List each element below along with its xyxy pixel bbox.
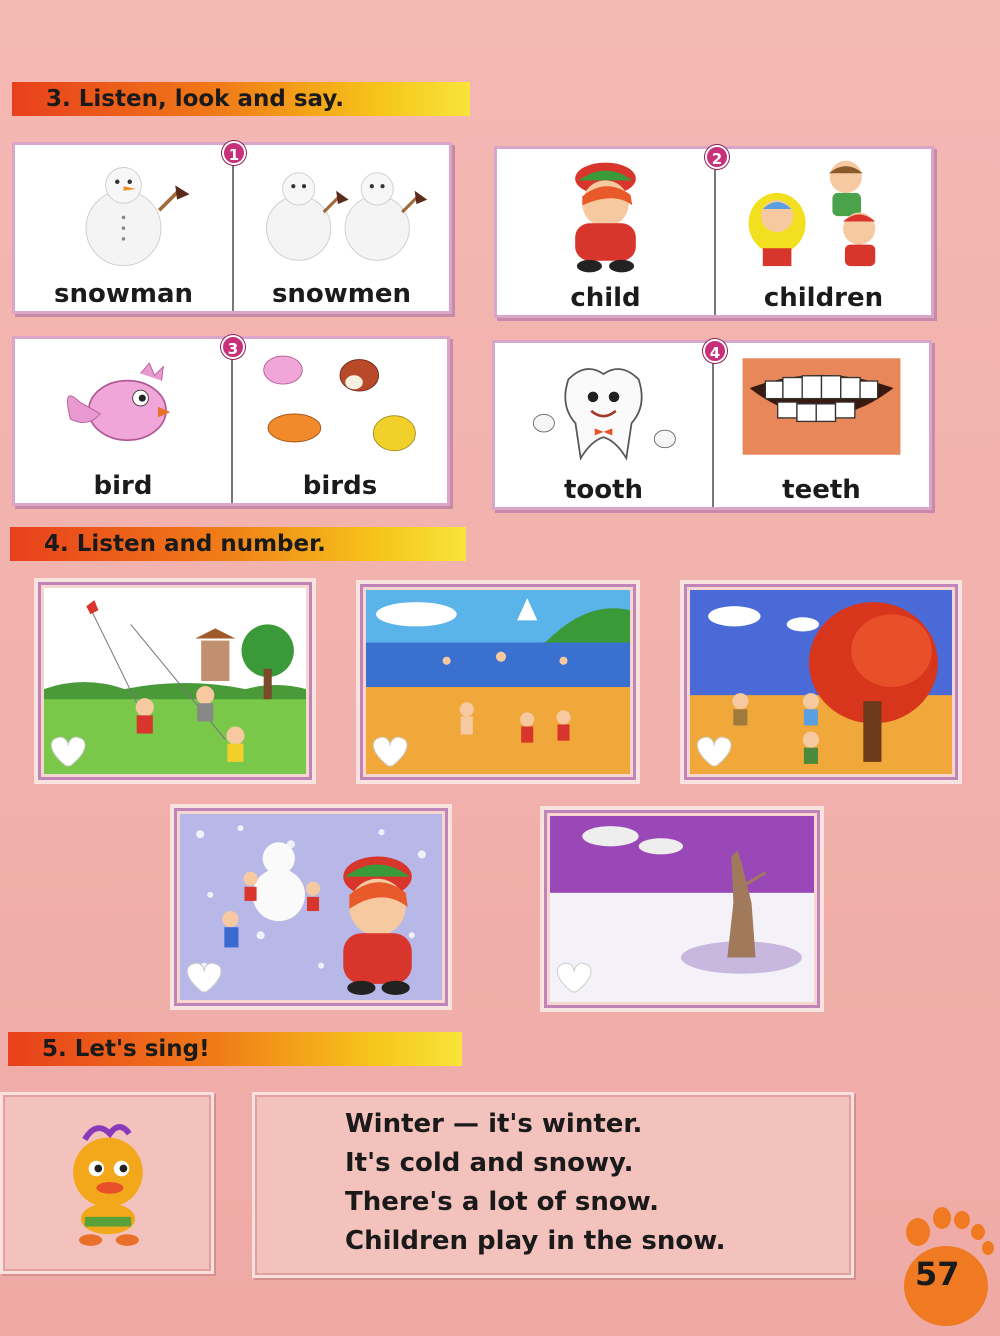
birds-icon bbox=[233, 349, 447, 463]
word-snowman: snowman bbox=[53, 279, 193, 309]
bird-icon bbox=[15, 349, 231, 463]
song-lyrics-box bbox=[252, 1092, 854, 1278]
duck-mascot-icon bbox=[3, 1095, 211, 1271]
word-bird: bird bbox=[93, 471, 153, 501]
word-tooth: tooth bbox=[563, 475, 644, 505]
section-4-title: 4. Listen and number. bbox=[44, 531, 326, 557]
card-3-left bbox=[15, 339, 231, 503]
vocab-card-4 bbox=[492, 340, 932, 510]
section-3-title: 3. Listen, look and say. bbox=[46, 86, 344, 112]
card-number-badge: 3 bbox=[221, 335, 245, 359]
lyric-line-1: Winter — it's winter. bbox=[345, 1109, 643, 1139]
card-4-left bbox=[495, 343, 712, 507]
section-5-header bbox=[8, 1032, 462, 1066]
page-number: 57 bbox=[915, 1255, 960, 1293]
card-number-badge: 1 bbox=[222, 141, 246, 165]
snowmen-icon bbox=[234, 155, 449, 271]
card-3-right bbox=[231, 339, 447, 503]
word-birds: birds bbox=[302, 471, 378, 501]
word-child: child bbox=[570, 283, 641, 313]
card-number-badge: 4 bbox=[703, 339, 727, 363]
card-1-right bbox=[232, 145, 449, 311]
vocab-card-2 bbox=[494, 146, 934, 318]
section-3-header bbox=[12, 82, 470, 116]
vocab-card-1 bbox=[12, 142, 452, 314]
card-2-left bbox=[497, 149, 714, 315]
autumn-tree-scene bbox=[680, 580, 962, 784]
winter-snowman-scene bbox=[170, 804, 452, 1010]
children-icon bbox=[716, 159, 931, 275]
word-children: children bbox=[763, 283, 884, 313]
card-number-badge: 2 bbox=[705, 145, 729, 169]
vocab-card-3 bbox=[12, 336, 450, 506]
lyric-line-2: It's cold and snowy. bbox=[345, 1148, 634, 1178]
card-4-right bbox=[712, 343, 929, 507]
teeth-icon bbox=[714, 353, 929, 467]
winter-bare-tree-scene bbox=[540, 806, 824, 1012]
card-1-left bbox=[15, 145, 232, 311]
word-snowmen: snowmen bbox=[271, 279, 412, 309]
section-5-title: 5. Let's sing! bbox=[42, 1036, 210, 1062]
card-2-right bbox=[714, 149, 931, 315]
summer-beach-scene bbox=[356, 580, 640, 784]
song-mascot-panel bbox=[0, 1092, 214, 1274]
tooth-icon bbox=[495, 353, 712, 467]
word-teeth: teeth bbox=[782, 475, 861, 505]
section-4-header bbox=[10, 527, 466, 561]
lyric-line-4: Children play in the snow. bbox=[345, 1226, 726, 1256]
spring-kite-scene bbox=[34, 578, 316, 784]
lyric-line-3: There's a lot of snow. bbox=[345, 1187, 659, 1217]
snowman-icon bbox=[15, 155, 232, 271]
child-icon bbox=[497, 159, 714, 275]
